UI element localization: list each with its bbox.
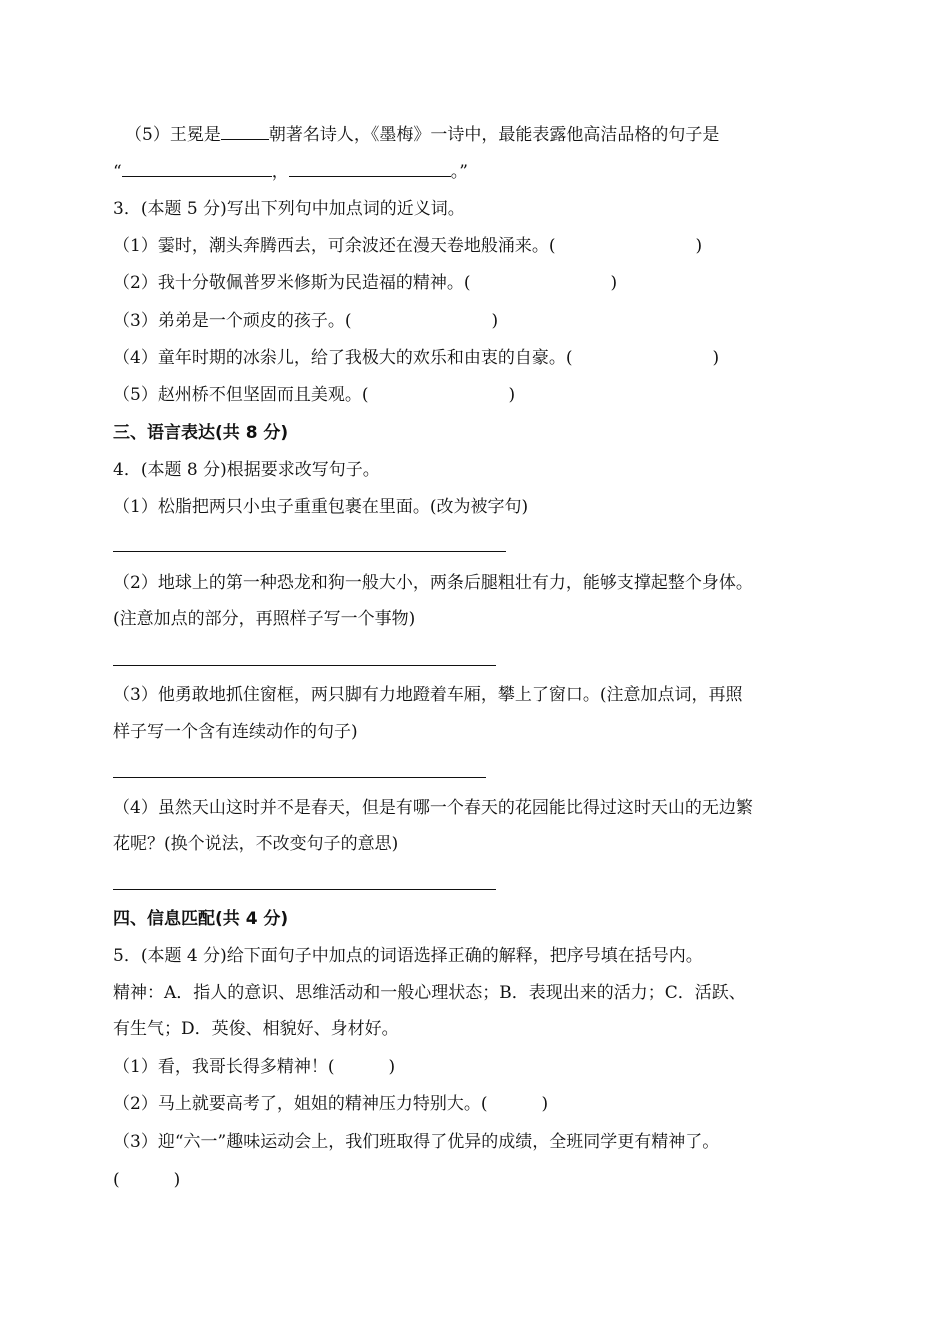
q5-item-2 bbox=[113, 1093, 548, 1115]
q3-item-3 bbox=[113, 310, 498, 332]
q2-5-line1 bbox=[125, 123, 719, 145]
paren-close: ) bbox=[695, 236, 703, 256]
q5-def-line2: 有生气；D．英俊、相貌好、身材好。 bbox=[113, 1019, 399, 1039]
q5-item-2-text: （2）马上就要高考了，姐姐的精神压力特别大。( bbox=[113, 1094, 488, 1114]
quote-open: “ bbox=[113, 162, 122, 182]
q3-item-4-text: （4）童年时期的冰尜儿，给了我极大的欢乐和由衷的自豪。( bbox=[113, 348, 573, 368]
answer-blank[interactable] bbox=[221, 123, 269, 140]
q5-item-3: （3）迎“六一”趣味运动会上，我们班取得了优异的成绩，全班同学更有精神了。 bbox=[113, 1132, 720, 1152]
q2-5-text-a: （5）王冕是 bbox=[125, 125, 221, 145]
answer-line-4[interactable] bbox=[113, 889, 496, 890]
paren-close: ) bbox=[712, 348, 720, 368]
q4-item-3-line1: （3）他勇敢地抓住窗框，两只脚有力地蹬着车厢，攀上了窗口。(注意加点词，再照 bbox=[113, 685, 743, 705]
q3-item-5 bbox=[113, 384, 515, 406]
paren-close: ) bbox=[541, 1094, 549, 1114]
q5-title: 5．(本题 4 分)给下面句子中加点的词语选择正确的解释，把序号填在括号内。 bbox=[113, 946, 703, 966]
q5-item-3-paren bbox=[113, 1169, 180, 1191]
section-3-heading: 三、语言表达(共 8 分) bbox=[113, 423, 289, 443]
q4-item-1: （1）松脂把两只小虫子重重包裹在里面。(改为被字句) bbox=[113, 497, 529, 517]
q5-item-1 bbox=[113, 1056, 395, 1078]
q3-item-4 bbox=[113, 347, 719, 369]
q5-item-1-text: （1）看，我哥长得多精神！( bbox=[113, 1057, 335, 1077]
q3-item-5-text: （5）赵州桥不但坚固而且美观。( bbox=[113, 385, 369, 405]
comma: ， bbox=[271, 162, 289, 182]
paren-close: ) bbox=[388, 1057, 396, 1077]
paren-close: ) bbox=[508, 385, 516, 405]
paren-close: ) bbox=[610, 273, 618, 293]
q5-def-line1: 精神：A．指人的意识、思维活动和一般心理状态；B．表现出来的活力；C．活跃、 bbox=[113, 983, 746, 1003]
quote-close: 。” bbox=[450, 162, 468, 182]
q4-item-4-line2: 花呢？(换个说法，不改变句子的意思) bbox=[113, 834, 399, 854]
paren-close: ) bbox=[173, 1170, 181, 1190]
q4-item-2-line1: （2）地球上的第一种恐龙和狗一般大小，两条后腿粗壮有力，能够支撑起整个身体。 bbox=[113, 573, 753, 593]
q2-5-line2 bbox=[113, 160, 468, 182]
answer-line-2[interactable] bbox=[113, 665, 496, 666]
q2-5-text-b: 朝著名诗人，《墨梅》一诗中，最能表露他高洁品格的句子是 bbox=[268, 125, 720, 145]
answer-line-3[interactable] bbox=[113, 777, 486, 778]
q3-item-2-text: （2）我十分敬佩普罗米修斯为民造福的精神。( bbox=[113, 273, 471, 293]
paren-open: ( bbox=[113, 1170, 120, 1190]
q3-item-1-text: （1）霎时，潮头奔腾西去，可余波还在漫天卷地般涌来。( bbox=[113, 236, 556, 256]
section-4-heading: 四、信息匹配(共 4 分) bbox=[113, 909, 289, 929]
q4-item-3-line2: 样子写一个含有连续动作的句子) bbox=[113, 722, 358, 742]
q3-item-2 bbox=[113, 272, 617, 294]
q3-item-1 bbox=[113, 235, 702, 257]
answer-blank[interactable] bbox=[289, 160, 451, 177]
q4-title: 4．(本题 8 分)根据要求改写句子。 bbox=[113, 460, 380, 480]
q4-item-2-line2: (注意加点的部分，再照样子写一个事物) bbox=[113, 609, 416, 629]
answer-blank[interactable] bbox=[122, 160, 272, 177]
q3-item-3-text: （3）弟弟是一个顽皮的孩子。( bbox=[113, 311, 352, 331]
paren-close: ) bbox=[491, 311, 499, 331]
answer-line-1[interactable] bbox=[113, 551, 506, 552]
q3-title: 3．(本题 5 分)写出下列句中加点词的近义词。 bbox=[113, 199, 465, 219]
q4-item-4-line1: （4）虽然天山这时并不是春天，但是有哪一个春天的花园能比得过这时天山的无边繁 bbox=[113, 798, 753, 818]
